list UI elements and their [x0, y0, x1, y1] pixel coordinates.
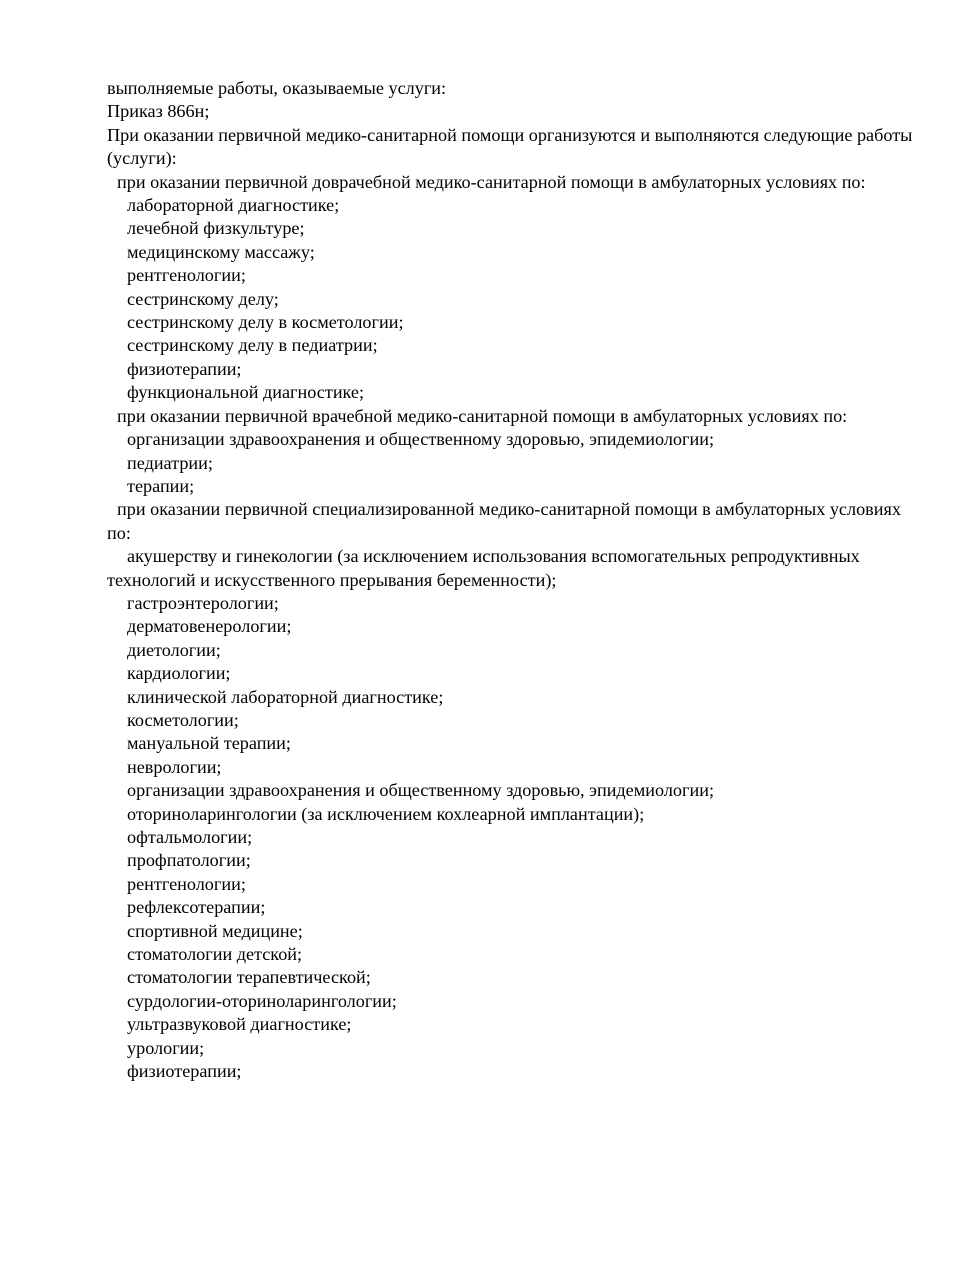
- list-item: физиотерапии;: [127, 358, 242, 379]
- list-item: стоматологии терапевтической;: [127, 967, 371, 988]
- section-heading: при оказании первичной специализированной медико-санитарной помощи в амбулаторных условиях по:: [107, 499, 901, 543]
- list-item: ультразвуковой диагностике;: [127, 1014, 352, 1035]
- list-item: клинической лабораторной диагностике;: [127, 686, 444, 707]
- list-item: лабораторной диагностике;: [127, 195, 340, 216]
- list-item: косметологии;: [127, 709, 239, 730]
- list-item: урологии;: [127, 1037, 205, 1058]
- list-item: лечебной физкультуре;: [127, 218, 305, 239]
- list-item: кардиологии;: [127, 663, 231, 684]
- list-item: акушерству и гинекологии (за исключением использования вспомогательных репродуктивных технологий и искусственного прерывания беременности);: [107, 546, 860, 590]
- list-item: офтальмологии;: [127, 827, 253, 847]
- list-item: мануальной терапии;: [127, 733, 291, 754]
- list-item: оториноларингологии (за исключением кохлеарной имплантации);: [127, 803, 645, 824]
- lead-paragraph: При оказании первичной медико-санитарной помощи организуются и выполняются следующие работы (услуги):: [107, 124, 913, 169]
- list-item: рефлексотерапии;: [127, 897, 266, 918]
- list-item: организации здравоохранения и общественному здоровью, эпидемиологии;: [127, 780, 714, 801]
- list-item: сестринскому делу в педиатрии;: [127, 335, 378, 356]
- list-item: медицинскому массажу;: [127, 241, 315, 262]
- list-item: рентгенологии;: [127, 873, 246, 894]
- list-item: педиатрии;: [127, 452, 213, 473]
- list-item: стоматологии детской;: [127, 944, 303, 965]
- list-item: диетологии;: [127, 639, 221, 660]
- section-heading: при оказании первичной доврачебной медико-санитарной помощи в амбулаторных условиях по:: [117, 171, 866, 192]
- list-item: терапии;: [127, 475, 195, 496]
- section-heading: при оказании первичной врачебной медико-санитарной помощи в амбулаторных условиях по:: [117, 405, 848, 426]
- list-item: гастроэнтерологии;: [127, 592, 279, 613]
- list-item: рентгенологии;: [127, 265, 246, 286]
- intro-line: выполняемые работы, оказываемые услуги:: [107, 78, 447, 98]
- list-item: сестринскому делу;: [127, 288, 279, 309]
- list-item: физиотерапии;: [127, 1061, 242, 1082]
- sections-list: [107, 171, 927, 1084]
- list-item: функциональной диагностике;: [127, 382, 365, 403]
- document-page: [107, 77, 927, 1083]
- list-item: сестринскому делу в косметологии;: [127, 312, 404, 333]
- list-item: профпатологии;: [127, 850, 251, 871]
- order-reference: Приказ 866н;: [107, 101, 210, 122]
- list-item: организации здравоохранения и общественному здоровью, эпидемиологии;: [127, 429, 714, 450]
- list-item: дерматовенерологии;: [127, 616, 292, 637]
- list-item: спортивной медицине;: [127, 920, 303, 941]
- list-item: неврологии;: [127, 756, 222, 777]
- list-item: сурдологии-оториноларингологии;: [127, 990, 397, 1011]
